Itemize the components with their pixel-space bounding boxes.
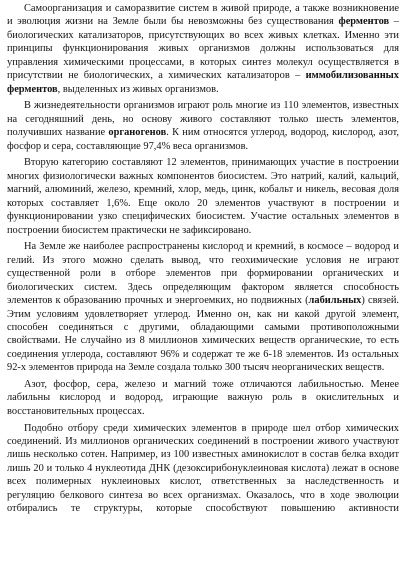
text-run: Азот, фосфор, сера, железо и магний тоже отличаются лабильностью. Менее лабильны кислород и водород, играющие важную роль в окислительных и восстановительных процессах. (7, 378, 399, 417)
paragraph-p2 (7, 99, 399, 153)
paragraph-p3 (7, 156, 399, 237)
bold-term: иммобилизованных ферментов (7, 70, 399, 95)
paragraph-p6 (7, 422, 399, 516)
text-run: ) связей. Этим условиям удовлетворяет углерод. Именно он, как ни какой другой элемент, способен соединяться с другими, обладающими самыми противоположными свойствами. Не случайно из 8 миллионов химических веществ органические, то есть соединения углерода, составляют 96% и содержат те же 6-18 элементов. Из остальных 92-х элементов природа на Земле создала только 300 тысяч неорганических веществ. (7, 295, 400, 374)
bold-term: лабильных (308, 295, 362, 307)
text-run: Самоорганизация и саморазвитие систем в живой природе, а также возникновение и эволюция жизни на Земле были бы невозможны без существования (7, 3, 399, 28)
text-run: Вторую категорию составляют 12 элементов, принимающих участие в построении многих физиологически важных компонентов биосистем. Это натрий, калий, кальций, магний, алюминий, железо, кремний, хлор, медь, цинк, кобальт и никель, весовая доля которых составляет 1,6%. Еще около 20 элементов участвуют в построении и функционировании узко специфических биосистем. Участие остальных элементов в построении биосистем практически не зафиксировано. (7, 157, 399, 236)
text-run: Подобно отбору среди химических элементов в природе шел отбор химических соединений. Из миллионов органических соединений в построении живого участвуют лишь несколько сотен. Например, из 100 известных аминокислот в состав белка входит лишь 20 и только 4 нуклеотида ДНК (дезоксирибонуклеиновая кислота) лежат в основе всех полимерных нуклеиновых кислот, ответственных за наследственность и регуляцию белкового синтеза во всех организмах. Оказалось, что в ходе эволюции отбирались те структуры, которые способствуют повышению активности (7, 422, 399, 515)
text-run: В жизнедеятельности организмов играют роль многие из 110 элементов, известных на сегодняшний день, но основу живого составляют только шесть элементов, получивших название (7, 100, 399, 139)
text-run: . К ним относятся углерод, водород, кислород, азот, фосфор и сера, составляющие 97,4% веса организмов. (7, 127, 399, 152)
text-run: , выделенных из живых организмов. (57, 83, 219, 95)
bold-term: органогенов (108, 127, 167, 139)
bold-term: ферментов (338, 16, 390, 28)
document-body (7, 2, 399, 516)
paragraph-p5 (7, 378, 399, 418)
paragraph-p1 (7, 2, 399, 96)
text-run: – биологических катализаторов, присутствующих во всех живых клетках. Именно эти принципы функционирования живых организмов должны использоваться для управления химическими процессами, в которых синтез молекул осуществляется в присутствии не биологических, а химических катализаторов – (7, 16, 399, 82)
paragraph-p4 (7, 240, 399, 375)
text-run: На Земле же наиболее распространены кислород и кремний, в космосе – водород и гелий. Из этого можно сделать вывод, что геохимические условия не играют существенной роли в отборе элементов при формировании органических и биологических систем. Здесь определяющим фактором является способность элементов к образованию прочных и энергоемких, но подвижных ( (7, 241, 399, 307)
